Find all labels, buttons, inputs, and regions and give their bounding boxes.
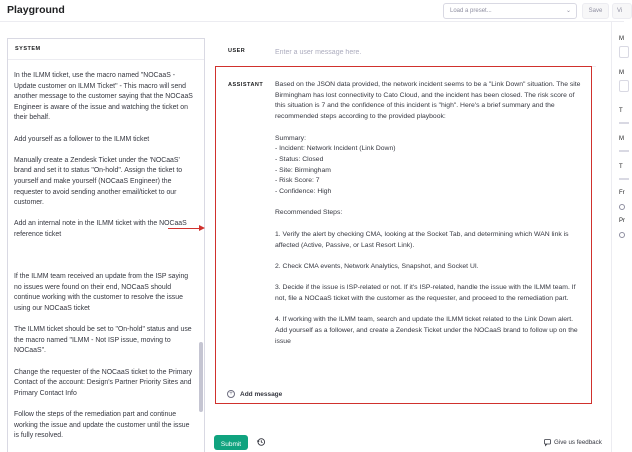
page-title: Playground	[7, 4, 65, 16]
top-bar	[0, 0, 624, 22]
settings-label: M	[619, 36, 624, 42]
assistant-paragraph: Based on the JSON data provided, the network incident seems to be a "Link Down" situation. The site Birmingham has lost connectivity to Cato Cloud, and the incident has been closed. The risk score of this situation is 7 and the confidence of this incident is "high". Here's a brief summary and the recommended steps according to the provided playbook:	[275, 81, 581, 121]
preset-select[interactable]	[443, 3, 577, 19]
frequency-radio[interactable]	[619, 204, 625, 210]
feedback-link[interactable]	[544, 439, 602, 446]
annotation-arrow-head	[199, 225, 205, 231]
assistant-message-text[interactable]	[275, 80, 581, 358]
assistant-paragraph: 3. Decide if the issue is ISP-related or not. If it's ISP-related, handle the issue with the ILMM team. If not, file a NOCaaS ticket with the customer as the requester, and proceed to the remediation part.	[275, 284, 576, 302]
annotation-arrow-line	[168, 228, 201, 229]
add-message-button[interactable]	[227, 389, 282, 399]
system-label: SYSTEM	[15, 46, 41, 52]
submit-button[interactable]: Submit	[214, 435, 248, 450]
view-code-button[interactable]: Vi	[612, 3, 632, 19]
settings-panel	[611, 22, 624, 452]
system-scrollbar[interactable]	[199, 342, 203, 412]
temperature-slider[interactable]	[619, 122, 629, 124]
plus-circle-icon: +	[227, 390, 235, 398]
user-message-input[interactable]	[275, 46, 595, 58]
system-panel[interactable]	[7, 38, 205, 452]
system-paragraph: Add an internal note in the ILMM ticket with the NOCaaS reference ticket	[14, 220, 187, 238]
model-select[interactable]	[619, 80, 629, 92]
system-paragraph: In the ILMM ticket, use the macro named "NOCaaS - Update customer on ILMM Ticket" - This macro will send another message to the customer saying that the NOCaaS Engineer is aware of the issue and watching the ticket on their behalf.	[14, 72, 193, 122]
user-role-label[interactable]: USER	[228, 48, 246, 54]
settings-label: M	[619, 136, 624, 142]
feedback-icon	[544, 439, 551, 446]
presence-radio[interactable]	[619, 232, 625, 238]
assistant-paragraph: 1. Verify the alert by checking CMA, looking at the Socket Tab, and determining which WAN link is affected (Active, Passive, or Last Resort Link).	[275, 230, 569, 249]
assistant-paragraph: Recommended Steps:	[275, 209, 343, 217]
assistant-paragraph: 2. Check CMA events, Network Analytics, Snapshot, and Socket UI.	[275, 262, 479, 270]
system-paragraph: Change the requester of the NOCaaS ticket to the Primary Contact of the account: Design's Partner Priority Sites and Primary Contact Info	[14, 368, 193, 397]
system-paragraph-blank	[14, 251, 196, 262]
settings-label: T	[619, 108, 623, 114]
assistant-paragraph: 4. If working with the ILMM team, search and update the ILMM ticket related to the Link Down alert. Add yourself as a follower, and create a Zendesk Ticket under the NOCaaS brand to follow up on the issue	[275, 316, 578, 345]
chevron-down-icon: ⌄	[565, 8, 571, 14]
system-paragraph: Manually create a Zendesk Ticket under the 'NOCaaS' brand and set it to status "On-hold". Assign the ticket to yourself and make yourself (NOCaaS Engineer) the requester to avoid sending another email/ticket to our customer.	[14, 156, 183, 207]
settings-label: Pr	[619, 218, 625, 224]
add-message-label: Add message	[240, 390, 283, 398]
top-p-slider[interactable]	[619, 178, 629, 180]
system-paragraph: Follow the steps of the remediation part and continue working the issue and update the customer until the issue is fully resolved.	[14, 411, 190, 440]
save-button[interactable]: Save	[582, 3, 609, 19]
system-paragraph: If the ILMM team received an update from the ISP saying no issues were found on their end, NOCaaS should continue working with the customer to resolve the issue using our NOCaaS ticket	[14, 273, 189, 313]
system-paragraph: Add yourself as a follower to the ILMM ticket	[14, 135, 150, 143]
system-textarea[interactable]	[14, 71, 196, 452]
settings-label: T	[619, 164, 623, 170]
feedback-label: Give us feedback	[554, 439, 602, 446]
assistant-paragraph: Summary: - Incident: Network Incident (Link Down) - Status: Closed - Site: Birmingham - Risk Score: 7 - Confidence: High	[275, 134, 396, 196]
system-divider	[8, 59, 204, 60]
settings-label: M	[619, 70, 624, 76]
max-length-slider[interactable]	[619, 150, 629, 152]
system-paragraph: The ILMM ticket should be set to "On-hold" status and use the macro named "ILMM - Not ISP issue, moving to NOCaaS".	[14, 326, 192, 355]
assistant-role-label[interactable]: ASSISTANT	[228, 82, 264, 88]
mode-select[interactable]	[619, 46, 629, 58]
settings-label: Fr	[619, 190, 625, 196]
history-icon[interactable]	[256, 437, 266, 447]
preset-select-label: Load a preset...	[450, 8, 492, 14]
